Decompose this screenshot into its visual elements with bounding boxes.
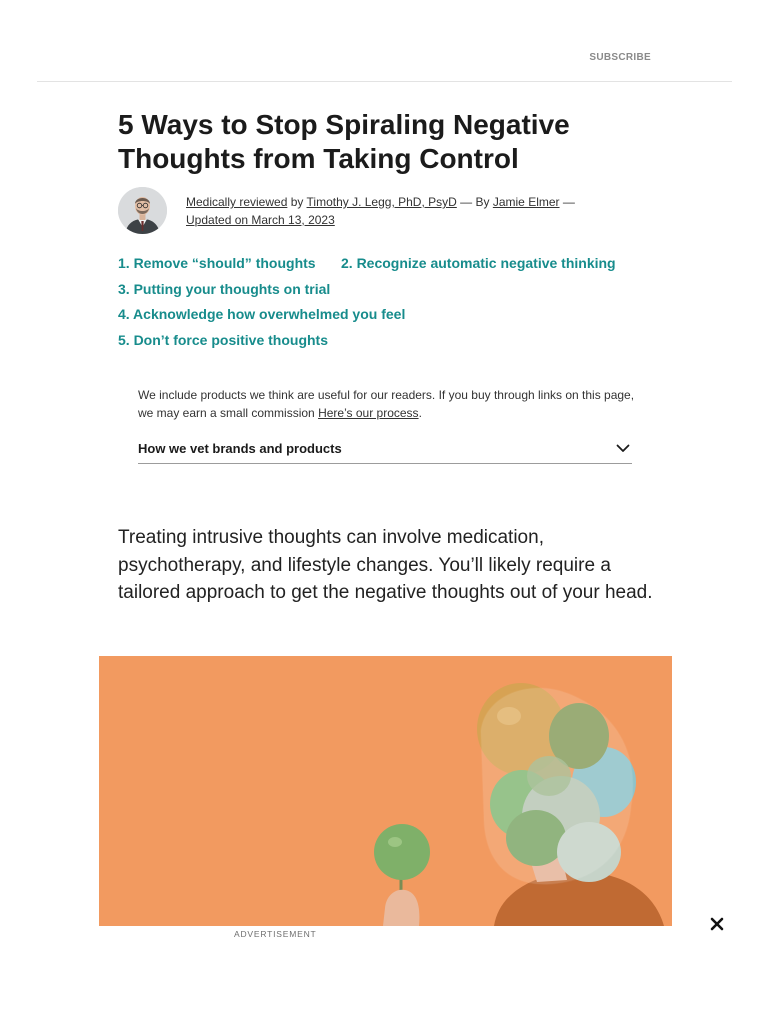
reviewer-avatar	[118, 187, 167, 234]
advertisement-label: ADVERTISEMENT	[234, 929, 317, 939]
subscribe-link[interactable]: SUBSCRIBE	[589, 52, 651, 63]
article-intro: Treating intrusive thoughts can involve medication, psychotherapy, and lifestyle changes. You’ll likely require a tailored approach to get the negative thoughts out of your head.	[118, 527, 653, 603]
byline-trailing-sep: —	[562, 195, 575, 209]
toc-item-1[interactable]: 1. Remove “should” thoughts	[118, 255, 316, 271]
toc-item-2[interactable]: 2. Recognize automatic negative thinking	[341, 255, 616, 271]
toc-item-5[interactable]: 5. Don’t force positive thoughts	[118, 332, 329, 348]
disclosure-text: We include products we think are useful for our readers. If you buy through links on this page, we may earn a small commission	[138, 388, 635, 420]
vet-brands-label: How we vet brands and products	[138, 441, 342, 456]
toc-item-3[interactable]: 3. Putting your thoughts on trial	[118, 281, 331, 297]
reviewer-link[interactable]: Timothy J. Legg, PhD, PsyD	[306, 195, 457, 209]
ad-close-button[interactable]	[706, 913, 728, 935]
byline-author-sep: — By	[460, 195, 490, 209]
toc-item-4[interactable]: 4. Acknowledge how overwhelmed you feel	[118, 306, 406, 322]
hero-image	[99, 656, 672, 926]
disclosure-end: .	[418, 406, 422, 420]
close-icon	[706, 913, 728, 935]
updated-date-link[interactable]: Updated on March 13, 2023	[186, 213, 335, 227]
site-header	[37, 0, 732, 82]
author-link[interactable]: Jamie Elmer	[492, 195, 560, 209]
medically-reviewed-link[interactable]: Medically reviewed	[186, 195, 288, 209]
vet-brands-toggle[interactable]	[138, 438, 632, 464]
article-byline	[186, 193, 636, 229]
chevron-down-icon	[616, 442, 630, 454]
byline-by: by	[290, 195, 304, 209]
our-process-link[interactable]: Here’s our process	[318, 406, 419, 420]
article-title: 5 Ways to Stop Spiraling Negative Thoughts from Taking Control	[118, 109, 570, 174]
affiliate-disclosure	[138, 386, 638, 422]
